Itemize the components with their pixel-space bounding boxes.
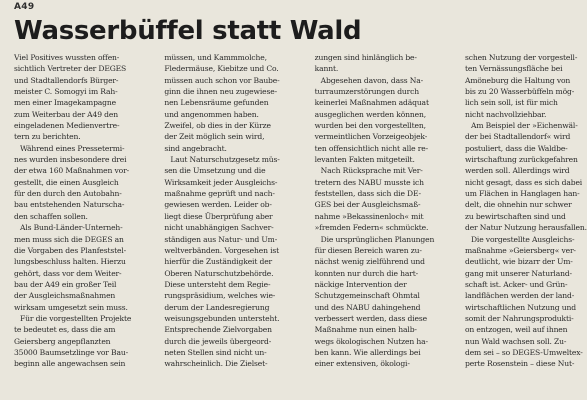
- text-line: perte Rosenstein – diese Nut-: [464, 359, 575, 369]
- text-line: weisungsgebunden untersteht.: [164, 313, 280, 323]
- text-line: Schutzgemeinschaft Ohmtal: [314, 291, 420, 301]
- text-line: nicht nachvollziehbar.: [464, 109, 547, 119]
- text-line: ginn die ihnen neu zugewiese-: [164, 87, 277, 97]
- text-line: 35000 Baumsetzlinge vor Bau-: [14, 347, 129, 357]
- article-body: [14, 52, 587, 400]
- text-line: ständigen aus Natur- und Um-: [164, 234, 278, 244]
- text-line: nes wurden insbesondere drei: [14, 155, 127, 165]
- text-column-2: [164, 52, 280, 400]
- text-line: der etwa 160 Maßnahmen vor-: [14, 166, 129, 176]
- text-line: on entzogen, weil auf ihnen: [464, 325, 568, 335]
- text-line: Für die vorgestellten Projekte: [20, 313, 132, 323]
- text-line: Entsprechende Zielvorgaben: [164, 325, 272, 335]
- text-line: verbessert werden, dass diese: [314, 313, 427, 323]
- text-line: müssen auch schon vor Baube-: [164, 75, 280, 85]
- text-line: keinerlei Maßnahmen adäquat: [314, 98, 429, 108]
- text-line: landflächen werden der land-: [464, 291, 575, 301]
- text-line: wurden bei den vorgestellten,: [314, 121, 426, 131]
- text-line: gehört, dass vor dem Weiter-: [14, 268, 122, 278]
- text-line: nicht unabhängigen Sachver-: [164, 223, 274, 233]
- text-line: wirtschaftlichen Nutzung und: [464, 302, 576, 312]
- text-line: kannt.: [314, 64, 339, 74]
- text-line: bis zu 20 Wasserbüffeln mög-: [464, 87, 575, 97]
- text-line: wahrscheinlich. Die Zielset-: [164, 359, 268, 369]
- text-line: Geiersberg angepflanzten: [14, 336, 111, 346]
- text-line: Diese untersteht dem Regie-: [164, 279, 271, 289]
- text-line: Als Bund-Länder-Unterneh-: [20, 223, 123, 233]
- text-line: Maßnahme nun einen halb-: [314, 325, 417, 335]
- text-line: tretern des NABU musste ich: [314, 177, 424, 187]
- text-line: Während eines Pressetermi-: [20, 143, 125, 153]
- text-line: ben kann. Wie allerdings bei: [314, 347, 421, 357]
- text-line: weltverbänden. Vorgesehen ist: [164, 245, 280, 255]
- text-line: turraumzerstörungen durch: [314, 87, 419, 97]
- text-line: um Flächen in Hanglagen han-: [464, 189, 580, 199]
- text-line: tern zu berichten.: [14, 132, 81, 142]
- text-line: maßnahme »Geiersberg« ver-: [464, 245, 576, 255]
- text-line: sind angebracht.: [164, 143, 227, 153]
- text-line: und angenommen haben.: [164, 109, 259, 119]
- text-line: maßnahme geprüft und nach-: [164, 189, 275, 199]
- text-column-4: [464, 52, 587, 400]
- text-line: nun Wald wachsen soll. Zu-: [464, 336, 567, 346]
- text-line: für diesen Bereich waren zu-: [314, 245, 422, 255]
- text-line: derum der Landesregierung: [164, 302, 270, 312]
- text-line: zum Weiterbau der A49 den: [14, 109, 118, 119]
- text-line: Zweifel, ob dies in der Kürze: [164, 121, 271, 131]
- text-line: zungen sind hinlänglich be-: [314, 53, 417, 62]
- text-line: eingeladenen Medienvertre-: [14, 121, 120, 131]
- text-line: einer extensiven, ökologi-: [314, 359, 410, 369]
- text-line: dem sei – so DEGES-Umweltex-: [464, 347, 583, 357]
- text-line: für den durch den Autobahn-: [14, 189, 122, 199]
- text-line: GES bei der Ausgleichsmaß-: [314, 200, 421, 210]
- text-line: und Stadtallendorfs Bürger-: [14, 75, 119, 85]
- text-line: Nach Rücksprache mit Ver-: [320, 166, 423, 176]
- text-line: somit der Nahrungsprodukti-: [464, 313, 574, 323]
- text-line: gewiesen werden. Leider ob-: [164, 200, 272, 210]
- text-line: und des NABU dahingehend: [314, 302, 421, 312]
- text-column-3: [314, 52, 435, 400]
- text-line: wirksam umgesetzt sein muss.: [14, 302, 128, 312]
- text-line: ten Vernässungsfläche bei: [464, 64, 563, 74]
- text-line: sichtlich Vertreter der DEGES: [14, 64, 127, 74]
- text-line: die Vorgaben des Planfeststel-: [14, 245, 127, 255]
- article-headline: Wasserbüffel statt Wald: [14, 16, 362, 46]
- text-line: levanten Fakten mitgeteilt.: [314, 155, 415, 165]
- section-kicker: A49: [14, 2, 35, 12]
- text-line: der Natur Nutzung herausfallen.: [464, 223, 587, 233]
- text-line: der bei Stadtallendorf« wird: [464, 132, 571, 142]
- text-line: Wirksamkeit jeder Ausgleichs-: [164, 177, 278, 187]
- text-line: lungsbeschluss halten. Hierzu: [14, 257, 126, 267]
- text-line: müssen, und Kammmolche,: [164, 53, 267, 62]
- text-column-1: [14, 52, 132, 400]
- text-line: feststellen, dass sich die DE-: [314, 189, 421, 199]
- text-line: wegs ökologischen Nutzen ha-: [314, 336, 428, 346]
- text-line: liegt diese Überprüfung aber: [164, 211, 273, 221]
- text-line: der Zeit möglich sein wird,: [164, 132, 265, 142]
- text-line: durch die jeweils übergeord-: [164, 336, 272, 346]
- text-line: lich sein soll, ist für mich: [464, 98, 558, 108]
- text-line: Am Beispiel der »Eichenwäl-: [470, 121, 578, 131]
- text-line: hierfür die Zuständigkeit der: [164, 257, 273, 267]
- text-line: Die vorgestellte Ausgleichs-: [470, 234, 575, 244]
- text-line: Fledermäuse, Kiebitze und Co.: [164, 64, 279, 74]
- text-line: schaft ist. Acker- und Grün-: [464, 279, 568, 289]
- text-line: gestellt, die einen Ausgleich: [14, 177, 119, 187]
- text-line: nicht gesagt, dass es sich dabei: [464, 177, 583, 187]
- text-line: Oberen Naturschutzbehörde.: [164, 268, 274, 278]
- text-line: Abgesehen davon, dass Na-: [320, 75, 423, 85]
- text-line: Laut Naturschutzgesetz müs-: [170, 155, 280, 165]
- text-line: wirtschaftung zurückgefahren: [464, 155, 578, 165]
- text-line: näckige Intervention der: [314, 279, 407, 289]
- text-line: deutlicht, wie bizarr der Um-: [464, 257, 573, 267]
- text-line: beginn alle angewachsen sein: [14, 359, 126, 369]
- text-line: den schaffen sollen.: [14, 211, 88, 221]
- text-line: nächst wenig zielführend und: [314, 257, 425, 267]
- text-line: Viel Positives wussten offen-: [14, 53, 120, 62]
- text-line: ten offensichtlich nicht alle re-: [314, 143, 428, 153]
- text-line: ausgeglichen werden können,: [314, 109, 426, 119]
- text-line: schen Nutzung der vorgestell-: [464, 53, 578, 62]
- text-line: neten Stellen sind nicht un-: [164, 347, 267, 357]
- text-line: vermeintlichen Vorzeigeobjek-: [314, 132, 428, 142]
- text-line: Amöneburg die Haltung von: [464, 75, 571, 85]
- text-line: der Ausgleichsmaßnahmen: [14, 291, 116, 301]
- text-line: zu bewirtschaften sind und: [464, 211, 566, 221]
- text-line: Die ursprünglichen Planungen: [320, 234, 435, 244]
- text-line: men muss sich die DEGES an: [14, 234, 124, 244]
- text-line: postuliert, dass die Waldbe-: [464, 143, 568, 153]
- text-line: bau entstehenden Naturscha-: [14, 200, 125, 210]
- text-line: konnten nur durch die hart-: [314, 268, 419, 278]
- text-line: men einer Imagekampagne: [14, 98, 116, 108]
- text-line: meister C. Somogyi im Rah-: [14, 87, 118, 97]
- text-line: sen die Umsetzung und die: [164, 166, 266, 176]
- text-line: bau der A49 ein großer Teil: [14, 279, 117, 289]
- text-line: »fremden Federn« schmückte.: [314, 223, 429, 233]
- text-line: delt, die ohnehin nur schwer: [464, 200, 572, 210]
- text-line: gang mit unserer Naturland-: [464, 268, 572, 278]
- text-line: te bedeutet es, dass die am: [14, 325, 116, 335]
- text-line: nen Lebensräume gefunden: [164, 98, 269, 108]
- text-line: rungspräsidium, welches wie-: [164, 291, 276, 301]
- text-line: werden soll. Allerdings wird: [464, 166, 570, 176]
- text-line: nahme »Bekassinenloch« mit: [314, 211, 424, 221]
